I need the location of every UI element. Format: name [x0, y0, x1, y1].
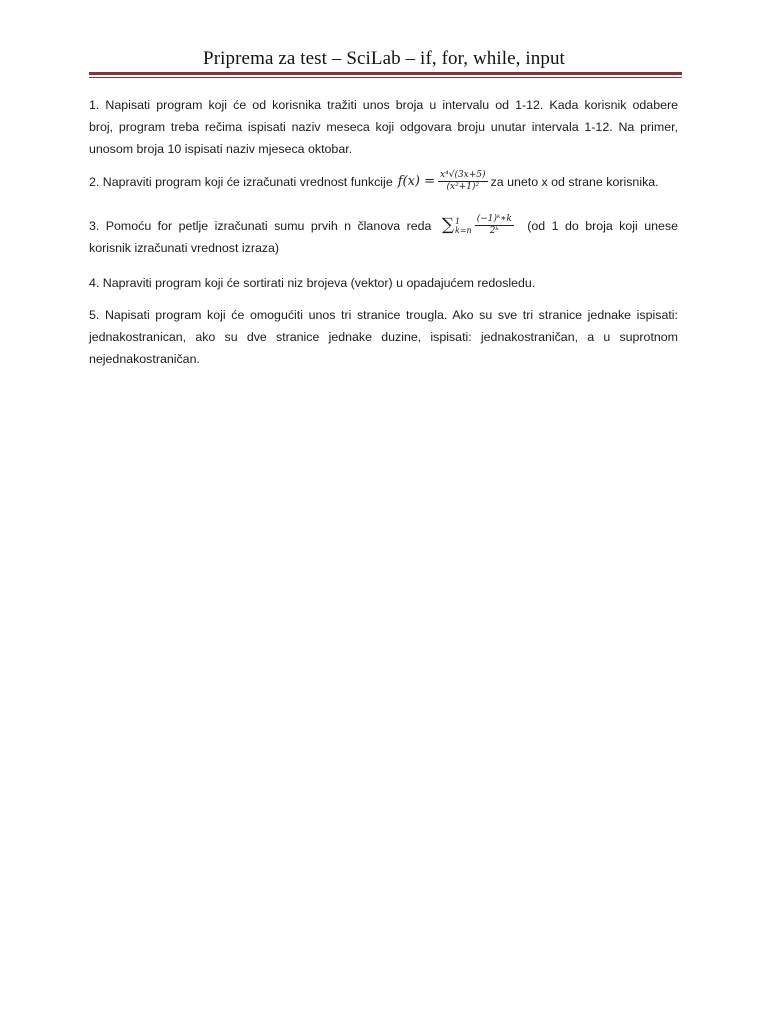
task-2-suffix: za uneto x od strane korisnika. [490, 174, 659, 189]
page-title: Priprema za test – SciLab – if, for, while, input [203, 48, 565, 69]
function-fraction [438, 170, 488, 193]
task-1-line-2: broj, program treba rečima ispisati naziv meseca koji odgovara broju unutar intervala 1-12. Na primer, [89, 120, 678, 134]
task-5-line-3: nejednakostraničan. [89, 352, 200, 366]
function-lhs: f(x) = [397, 173, 436, 189]
sum-lower-limit: k=n [455, 225, 472, 235]
function-denominator: (x²+1)² [446, 182, 480, 192]
task-3-suffix: (od 1 do broja koji unese [527, 218, 678, 233]
task-3-row [89, 214, 678, 237]
series-denominator: 2ᵏ [489, 226, 499, 236]
header-rule-thick [89, 72, 682, 75]
task-5-line-2: jednakostranican, ako su dve stranice jednake duzine, ispisati: jednakostraničan, a u suprotnom [89, 330, 678, 344]
task-2 [89, 170, 678, 193]
series-numerator: (−1)ᵏ∗k [476, 214, 512, 224]
task-3-line-2: korisnik izračunati vrednost izraza) [89, 241, 280, 255]
series-fraction [475, 214, 514, 237]
task-1 [89, 94, 678, 160]
task-3 [89, 214, 678, 259]
sum-upper-limit: 1 [455, 216, 461, 226]
sum-limits [455, 217, 472, 235]
task-4 [89, 272, 678, 294]
task-3-prefix: 3. Pomoću for petlje izračunati sumu prvih n članova reda [89, 218, 432, 233]
task-5-line-1: 5. Napisati program koji će omogućiti unos tri stranice trougla. Ako su sve tri stranice jednake ispisati: [89, 308, 678, 322]
task-5 [89, 304, 678, 370]
series-sum [442, 214, 517, 237]
function-numerator: x⁴√(3x+5) [440, 170, 486, 180]
task-2-prefix: 2. Napraviti program koji će izračunati vrednost funkcije [89, 174, 393, 189]
header-rule-thin [89, 77, 682, 78]
task-1-line-3: unosom broja 10 ispisati naziv mjeseca oktobar. [89, 142, 353, 156]
task-2-row [89, 170, 678, 193]
task-1-line-1: 1. Napisati program koji će od korisnika tražiti unos broja u intervalu od 1-12. Kada korisnik odabere [89, 98, 678, 112]
task-4-line-1: 4. Napraviti program koji će sortirati niz brojeva (vektor) u opadajućem redosledu. [89, 276, 536, 290]
sum-symbol: ∑ [441, 215, 454, 235]
